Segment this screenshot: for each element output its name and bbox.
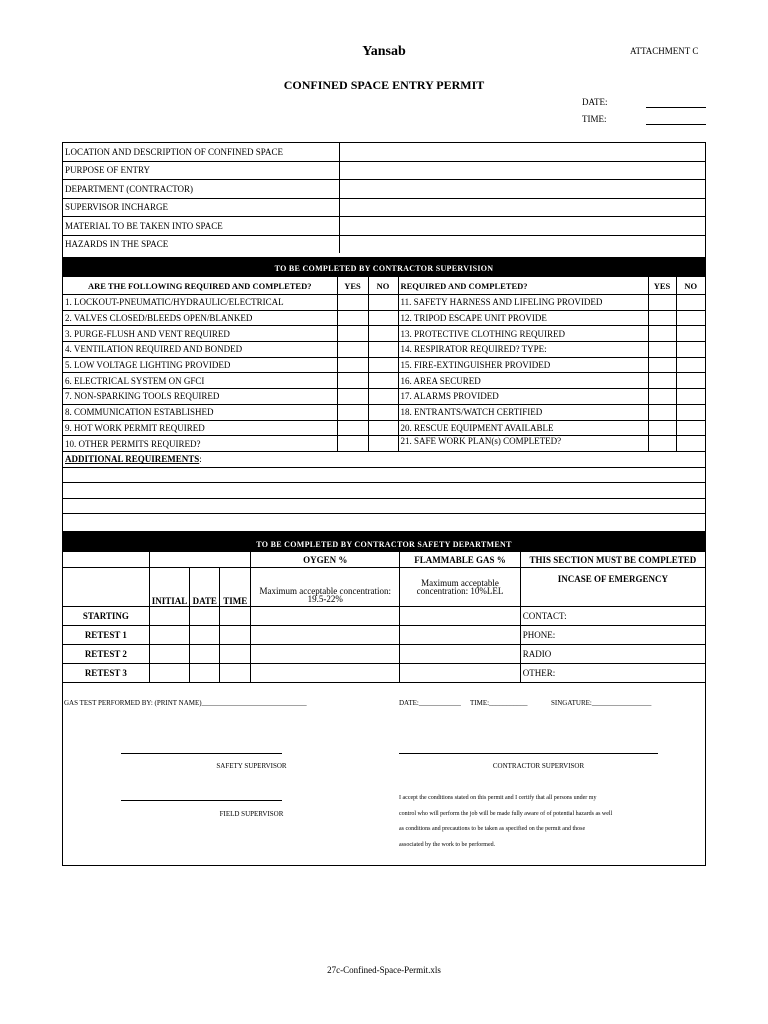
requirement-label: 4. VENTILATION REQUIRED AND BONDED bbox=[63, 342, 337, 358]
field-supervisor-label: FIELD SUPERVISOR bbox=[219, 810, 284, 818]
no-header: NO bbox=[368, 277, 398, 295]
table-row bbox=[63, 342, 705, 358]
signature-field[interactable]: SINGATURE:_________________ bbox=[551, 699, 652, 707]
yes-cell[interactable] bbox=[648, 389, 676, 405]
acceptance-line: control who will perform the job will be made fully aware of of potential hazards as well bbox=[399, 810, 613, 817]
info-row bbox=[63, 143, 705, 161]
table-row bbox=[63, 452, 705, 467]
initial-cell[interactable] bbox=[149, 607, 190, 626]
additional-line-field[interactable] bbox=[63, 467, 705, 483]
additional-line-field[interactable] bbox=[63, 483, 705, 499]
attachment-label: ATTACHMENT C bbox=[630, 46, 699, 56]
oxygen-concentration: Maximum acceptable concentration: 19.5-22% bbox=[251, 568, 400, 607]
test-row-label: RETEST 2 bbox=[63, 645, 149, 664]
info-row bbox=[63, 235, 705, 253]
test-row-label: RETEST 3 bbox=[63, 664, 149, 683]
oxygen-cell[interactable] bbox=[251, 664, 400, 683]
requirement-label: 5. LOW VOLTAGE LIGHTING PROVIDED bbox=[63, 357, 337, 373]
table-row bbox=[63, 664, 705, 683]
supervision-band: TO BE COMPLETED BY CONTRACTOR SUPERVISION bbox=[63, 257, 705, 277]
requirement-label: 21. SAFE WORK PLAN(s) COMPLETED? bbox=[398, 436, 648, 452]
yes-cell[interactable] bbox=[337, 310, 368, 326]
field-supervisor-signature-line[interactable] bbox=[121, 800, 282, 801]
requirement-label: 18. ENTRANTS/WATCH CERTIFIED bbox=[398, 404, 648, 420]
date-label: DATE: bbox=[582, 97, 608, 107]
yes-cell[interactable] bbox=[337, 436, 368, 452]
yes-cell[interactable] bbox=[648, 420, 676, 436]
no-cell[interactable] bbox=[676, 373, 705, 389]
info-row bbox=[63, 161, 705, 180]
yes-cell[interactable] bbox=[337, 342, 368, 358]
yes-cell[interactable] bbox=[648, 295, 676, 311]
oxygen-cell[interactable] bbox=[251, 645, 400, 664]
flammable-header: FLAMMABLE GAS % bbox=[400, 552, 520, 568]
time-cell[interactable] bbox=[220, 626, 251, 645]
requirement-label: 6. ELECTRICAL SYSTEM ON GFCI bbox=[63, 373, 337, 389]
flammable-cell[interactable] bbox=[400, 645, 520, 664]
blank-cell bbox=[63, 552, 149, 568]
no-cell[interactable] bbox=[368, 295, 398, 311]
yes-header: YES bbox=[648, 277, 676, 295]
yes-cell[interactable] bbox=[337, 357, 368, 373]
table-row bbox=[63, 326, 705, 342]
blank-cell bbox=[63, 568, 149, 607]
oxygen-cell[interactable] bbox=[251, 607, 400, 626]
table-row bbox=[63, 626, 705, 645]
company-name: Yansab bbox=[362, 44, 406, 59]
yes-cell[interactable] bbox=[648, 342, 676, 358]
info-value-field[interactable] bbox=[340, 161, 706, 180]
oxygen-cell[interactable] bbox=[251, 626, 400, 645]
no-cell[interactable] bbox=[676, 357, 705, 373]
time-cell[interactable] bbox=[220, 607, 251, 626]
no-cell[interactable] bbox=[368, 373, 398, 389]
signoff-time-field[interactable]: TIME:___________ bbox=[470, 699, 528, 707]
initial-cell[interactable] bbox=[149, 664, 190, 683]
yes-cell[interactable] bbox=[337, 295, 368, 311]
no-cell[interactable] bbox=[676, 404, 705, 420]
info-value-field[interactable] bbox=[340, 180, 706, 199]
no-cell[interactable] bbox=[368, 404, 398, 420]
table-row bbox=[63, 295, 705, 311]
requirement-label: 1. LOCKOUT-PNEUMATIC/HYDRAULIC/ELECTRICAL bbox=[63, 295, 337, 311]
info-value-field[interactable] bbox=[340, 198, 706, 217]
time-label: TIME: bbox=[582, 114, 607, 124]
no-cell[interactable] bbox=[676, 436, 705, 452]
yes-cell[interactable] bbox=[648, 326, 676, 342]
no-cell[interactable] bbox=[368, 342, 398, 358]
requirement-label: 10. OTHER PERMITS REQUIRED? bbox=[63, 436, 337, 452]
date-header: DATE bbox=[190, 568, 220, 607]
requirements-header bbox=[63, 277, 705, 295]
flammable-cell[interactable] bbox=[400, 664, 520, 683]
info-label: SUPERVISOR INCHARGE bbox=[63, 198, 340, 217]
radio-field[interactable]: RADIO bbox=[520, 645, 705, 664]
yes-cell[interactable] bbox=[337, 420, 368, 436]
yes-cell[interactable] bbox=[337, 326, 368, 342]
no-cell[interactable] bbox=[368, 310, 398, 326]
left-header: ARE THE FOLLOWING REQUIRED AND COMPLETED? bbox=[63, 277, 337, 295]
file-name-footer: 27c-Confined-Space-Permit.xls bbox=[327, 965, 441, 975]
table-row bbox=[63, 389, 705, 405]
yes-cell[interactable] bbox=[648, 357, 676, 373]
no-cell[interactable] bbox=[368, 389, 398, 405]
requirement-label: 16. AREA SECURED bbox=[398, 373, 648, 389]
info-label: DEPARTMENT (CONTRACTOR) bbox=[63, 180, 340, 199]
time-cell[interactable] bbox=[220, 645, 251, 664]
safety-band: TO BE COMPLETED BY CONTRACTOR SAFETY DEPARTMENT bbox=[63, 531, 705, 552]
additional-line-field[interactable] bbox=[63, 498, 705, 514]
time-cell[interactable] bbox=[220, 664, 251, 683]
no-cell[interactable] bbox=[368, 436, 398, 452]
info-label: PURPOSE OF ENTRY bbox=[63, 161, 340, 180]
table-row bbox=[63, 483, 705, 499]
signoff-date-field[interactable]: DATE:____________ bbox=[399, 699, 461, 707]
phone-field[interactable]: PHONE: bbox=[520, 626, 705, 645]
yes-cell[interactable] bbox=[648, 404, 676, 420]
contractor-supervisor-label: CONTRACTOR SUPERVISOR bbox=[492, 762, 585, 770]
requirement-label: 14. RESPIRATOR REQUIRED? TYPE: bbox=[398, 342, 648, 358]
emergency-header: INCASE OF EMERGENCY bbox=[520, 568, 705, 607]
info-value-field[interactable] bbox=[340, 143, 706, 161]
additional-requirements-label bbox=[63, 452, 705, 467]
table-row bbox=[63, 568, 705, 607]
info-label: MATERIAL TO BE TAKEN INTO SPACE bbox=[63, 217, 340, 236]
requirement-label: 7. NON-SPARKING TOOLS REQUIRED bbox=[63, 389, 337, 405]
table-row bbox=[63, 467, 705, 483]
yes-cell[interactable] bbox=[648, 436, 676, 452]
requirement-label: 9. HOT WORK PERMIT REQUIRED bbox=[63, 420, 337, 436]
safety-supervisor-label: SAFETY SUPERVISOR bbox=[216, 762, 287, 770]
date-cell[interactable] bbox=[190, 607, 220, 626]
requirement-label: 2. VALVES CLOSED/BLEEDS OPEN/BLANKED bbox=[63, 310, 337, 326]
info-row bbox=[63, 217, 705, 236]
requirement-label: 20. RESCUE EQUIPMENT AVAILABLE bbox=[398, 420, 648, 436]
info-row bbox=[63, 180, 705, 199]
additional-line-field[interactable] bbox=[63, 514, 705, 529]
info-value-field[interactable] bbox=[340, 217, 706, 236]
initial-cell[interactable] bbox=[149, 626, 190, 645]
yes-cell[interactable] bbox=[337, 389, 368, 405]
contact-field[interactable]: CONTACT: bbox=[520, 607, 705, 626]
requirements-table bbox=[63, 277, 705, 452]
table-row bbox=[63, 436, 705, 452]
date-cell[interactable] bbox=[190, 645, 220, 664]
info-table bbox=[63, 143, 705, 253]
no-cell[interactable] bbox=[676, 326, 705, 342]
no-cell[interactable] bbox=[676, 295, 705, 311]
table-row bbox=[63, 607, 705, 626]
requirement-label: 17. ALARMS PROVIDED bbox=[398, 389, 648, 405]
table-row bbox=[63, 404, 705, 420]
requirement-label: 8. COMMUNICATION ESTABLISHED bbox=[63, 404, 337, 420]
yes-header: YES bbox=[337, 277, 368, 295]
acceptance-statement bbox=[399, 791, 699, 853]
other-field[interactable]: OTHER: bbox=[520, 664, 705, 683]
info-label: LOCATION AND DESCRIPTION OF CONFINED SPACE bbox=[63, 143, 340, 161]
acceptance-line: associated by the work to be performed. bbox=[399, 841, 496, 848]
requirement-label: 3. PURGE-FLUSH AND VENT REQUIRED bbox=[63, 326, 337, 342]
blank-cell bbox=[149, 552, 250, 568]
initial-cell[interactable] bbox=[149, 645, 190, 664]
no-cell[interactable] bbox=[676, 342, 705, 358]
flammable-cell[interactable] bbox=[400, 607, 520, 626]
table-row bbox=[63, 645, 705, 664]
info-row bbox=[63, 198, 705, 217]
no-cell[interactable] bbox=[368, 326, 398, 342]
flammable-cell[interactable] bbox=[400, 626, 520, 645]
additional-label-colon: : bbox=[199, 454, 202, 465]
time-header: TIME bbox=[220, 568, 251, 607]
section-note: THIS SECTION MUST BE COMPLETED bbox=[520, 552, 705, 568]
form-title: CONFINED SPACE ENTRY PERMIT bbox=[283, 78, 485, 92]
requirement-label: 13. PROTECTIVE CLOTHING REQUIRED bbox=[398, 326, 648, 342]
requirement-label: 11. SAFETY HARNESS AND LIFELING PROVIDED bbox=[398, 295, 648, 311]
acceptance-line: as conditions and precautions to be taken as specified on the permit and those bbox=[399, 826, 586, 832]
no-header: NO bbox=[676, 277, 705, 295]
test-row-label: STARTING bbox=[63, 607, 149, 626]
date-cell[interactable] bbox=[190, 626, 220, 645]
yes-cell[interactable] bbox=[648, 310, 676, 326]
contractor-supervisor-signature-line[interactable] bbox=[399, 753, 658, 754]
yes-cell[interactable] bbox=[337, 373, 368, 389]
no-cell[interactable] bbox=[368, 420, 398, 436]
table-row bbox=[63, 310, 705, 326]
additional-label-text: ADDITIONAL REQUIREMENTS bbox=[65, 454, 200, 465]
no-cell[interactable] bbox=[676, 310, 705, 326]
gas-test-table bbox=[63, 552, 705, 683]
date-field[interactable] bbox=[646, 107, 706, 108]
flammable-concentration: Maximum acceptable concentration: 10%LEL bbox=[400, 568, 520, 607]
requirement-label: 12. TRIPOD ESCAPE UNIT PROVIDE bbox=[398, 310, 648, 326]
acceptance-line: I accept the conditions stated on this permit and I certify that all persons under my bbox=[399, 795, 597, 801]
test-row-label: RETEST 1 bbox=[63, 626, 149, 645]
no-cell[interactable] bbox=[676, 420, 705, 436]
table-row bbox=[63, 420, 705, 436]
table-row bbox=[63, 514, 705, 529]
right-header: REQUIRED AND COMPLETED? bbox=[398, 277, 648, 295]
info-value-field[interactable] bbox=[340, 235, 706, 253]
table-row bbox=[63, 498, 705, 514]
additional-requirements bbox=[63, 452, 705, 529]
yes-cell[interactable] bbox=[337, 404, 368, 420]
table-row bbox=[63, 552, 705, 568]
table-row bbox=[63, 373, 705, 389]
no-cell[interactable] bbox=[368, 357, 398, 373]
requirement-label: 15. FIRE-EXTINGUISHER PROVIDED bbox=[398, 357, 648, 373]
safety-supervisor-signature-line[interactable] bbox=[121, 753, 282, 754]
time-field[interactable] bbox=[646, 124, 706, 125]
initial-header: INITIAL bbox=[149, 568, 190, 607]
info-label: HAZARDS IN THE SPACE bbox=[63, 235, 340, 253]
yes-cell[interactable] bbox=[648, 373, 676, 389]
no-cell[interactable] bbox=[676, 389, 705, 405]
date-cell[interactable] bbox=[190, 664, 220, 683]
table-row bbox=[63, 357, 705, 373]
gas-test-name-field[interactable]: GAS TEST PERFORMED BY: (PRINT NAME)______________________________ bbox=[64, 699, 307, 707]
oxygen-header: OYGEN % bbox=[251, 552, 400, 568]
